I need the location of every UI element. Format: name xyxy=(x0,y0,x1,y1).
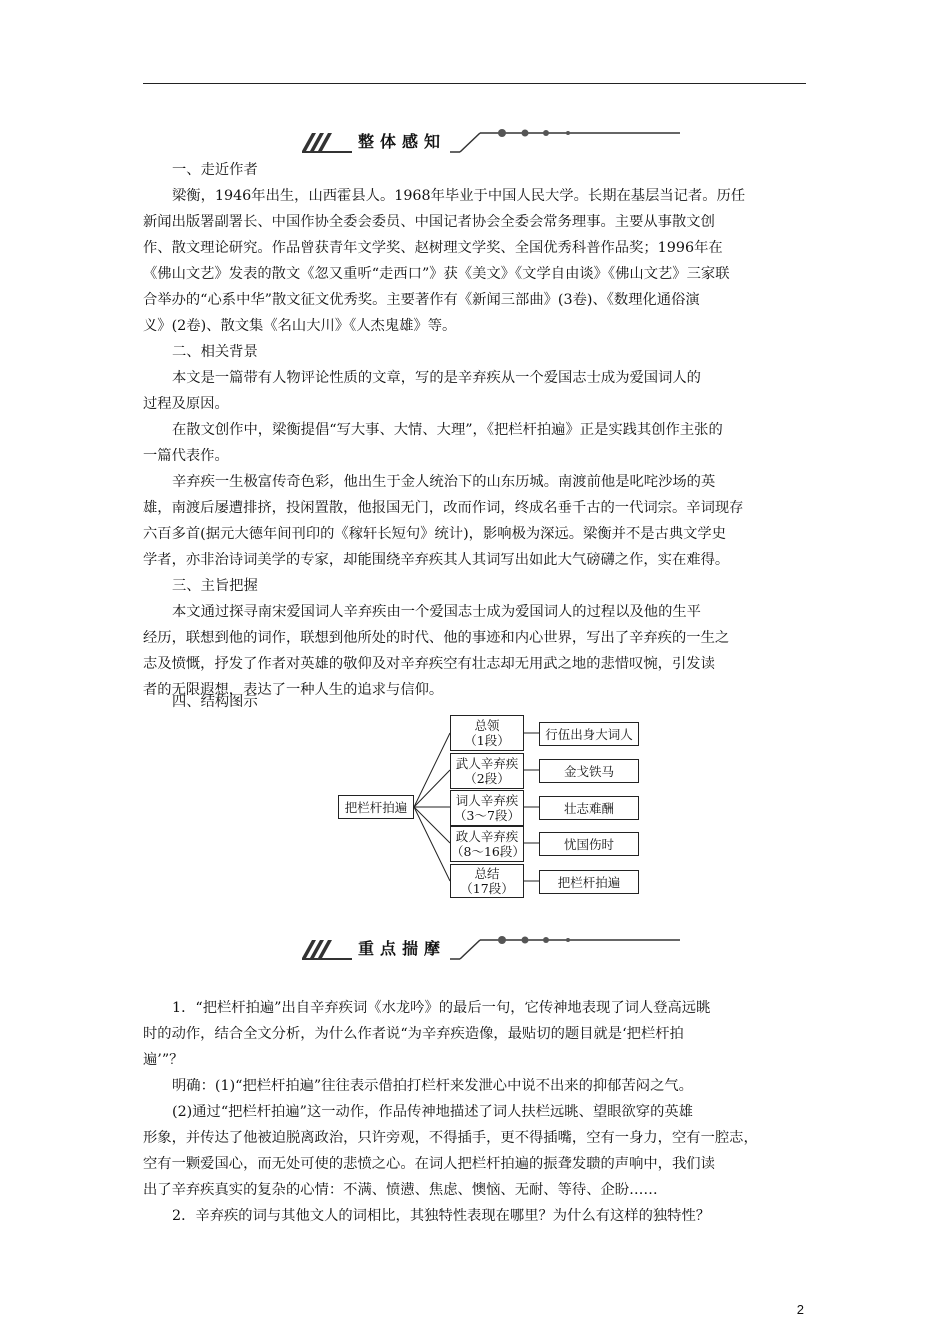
text-line: 《佛山文艺》发表的散文《忽又重听“走西口”》获《美文》《文学自由谈》《佛山文艺》三家联 xyxy=(143,266,730,282)
section-banner-focus xyxy=(300,936,690,962)
branch-name: 词人辛弃疾 xyxy=(455,793,519,808)
question-1 xyxy=(143,995,806,1073)
text-line: 义》(2卷)、散文集《名山大川》《人杰鬼雄》等。 xyxy=(143,318,457,334)
text-line: (2)通过“把栏杆拍遍”这一动作，作品传神地描述了词人扶栏远眺、望眼欲穿的英雄 xyxy=(172,1104,693,1120)
banner-title: 整体感知 xyxy=(358,132,447,151)
stripes-icon xyxy=(300,129,352,155)
page-number: 2 xyxy=(796,1302,804,1317)
text-line: 梁衡，1946年出生，山西霍县人。1968年毕业于中国人民大学。长期在基层当记者。历任 xyxy=(172,188,746,204)
text-line: 本文通过探寻南宋爱国词人辛弃疾由一个爱国志士成为爱国词人的过程以及他的生平 xyxy=(172,604,701,620)
structure-diagram xyxy=(338,715,643,897)
text-line: 明确：(1)“把栏杆拍遍”往往表示借拍打栏杆来发泄心中说不出来的抑郁苦闷之气。 xyxy=(172,1078,693,1094)
diagram-result xyxy=(539,832,639,856)
result-label: 行伍出身大词人 xyxy=(545,726,633,742)
theme-paragraph xyxy=(143,599,806,703)
text-line: 时的动作，结合全文分析，为什么作者说“为辛弃疾造像，最贴切的题目就是‘把栏杆拍 xyxy=(143,1026,684,1042)
text-line: 者的无限遐想，表达了一种人生的追求与信仰。 xyxy=(143,682,444,698)
text-line: 过程及原因。 xyxy=(143,396,229,412)
diagram-result xyxy=(539,870,639,894)
diagram-root xyxy=(338,795,414,819)
background-paragraph-1 xyxy=(143,365,806,417)
text-line: 经历，联想到他的词作，联想到他所处的时代、他的事迹和内心世界，写出了辛弃疾的一生之 xyxy=(143,630,730,646)
dots-divider-icon xyxy=(450,936,690,962)
dots-divider-icon xyxy=(450,129,690,155)
diagram-root-label: 把栏杆拍遍 xyxy=(344,799,408,815)
diagram-result xyxy=(539,796,639,820)
diagram-branch xyxy=(450,790,524,826)
diagram-branch xyxy=(450,715,524,751)
answer-1-part-1 xyxy=(143,1073,806,1099)
section-heading-author: 一、走近作者 xyxy=(172,162,258,178)
text-line: 在散文创作中，梁衡提倡“写大事、大情、大理”，《把栏杆拍遍》正是实践其创作主张的 xyxy=(172,422,723,438)
text-line: 雄，南渡后屡遭排挤，投闲置散，他报国无门，改而作词，终成名垂千古的一代词宗。辛词现存 xyxy=(143,500,744,516)
text-line: 遍’”？ xyxy=(143,1052,184,1068)
branch-range: （3～7段） xyxy=(454,808,520,823)
text-line: 空有一颗爱国心，而无处可使的悲愤之心。在词人把栏杆拍遍的振聋发聩的声响中，我们读 xyxy=(143,1156,715,1172)
branch-name: 政人辛弃疾 xyxy=(455,829,519,844)
diagram-result xyxy=(539,759,639,783)
text-line: 本文是一篇带有人物评论性质的文章，写的是辛弃疾从一个爱国志士成为爱国词人的 xyxy=(172,370,701,386)
text-line: 出了辛弃疾真实的复杂的心情：不满、愤懑、焦虑、懊恼、无耐、等待、企盼…… xyxy=(143,1182,658,1198)
diagram-result xyxy=(539,722,639,746)
text-line: 作、散文理论研究。作品曾获青年文学奖、赵树理文学奖、全国优秀科普作品奖；1996年在 xyxy=(143,240,723,256)
section-heading-structure: 四、结构图示 xyxy=(172,694,258,710)
diagram-branch xyxy=(450,753,524,789)
background-paragraph-2 xyxy=(143,417,806,469)
section-heading-background: 二、相关背景 xyxy=(172,344,258,360)
text-line: 辛弃疾一生极富传奇色彩，他出生于金人统治下的山东历城。南渡前他是叱咤沙场的英 xyxy=(172,474,716,490)
author-paragraph xyxy=(143,183,806,339)
branch-name: 武人辛弃疾 xyxy=(455,756,519,771)
answer-1-part-2 xyxy=(143,1099,806,1203)
branch-range: （8～16段） xyxy=(451,844,525,859)
branch-range: （2段） xyxy=(464,771,510,786)
text-line: 1．“把栏杆拍遍”出自辛弃疾词《水龙吟》的最后一句，它传神地表现了词人登高远眺 xyxy=(172,1000,711,1016)
text-line: 合举办的“心系中华”散文征文优秀奖。主要著作有《新闻三部曲》(3卷)、《数理化通俗演 xyxy=(143,292,700,308)
question-2 xyxy=(143,1203,806,1229)
stripes-icon xyxy=(300,936,352,962)
branch-range: （1段） xyxy=(464,733,510,748)
background-paragraph-3 xyxy=(143,469,806,573)
section-banner-overview xyxy=(300,129,690,155)
text-line: 六百多首(据元大德年间刊印的《稼轩长短句》统计)，影响极为深远。梁衡并不是古典文学史 xyxy=(143,526,727,542)
diagram-branch xyxy=(450,826,524,862)
text-line: 形象，并传达了他被迫脱离政治，只许旁观，不得插手，更不得插嘴，空有一身力，空有一腔志， xyxy=(143,1130,758,1146)
text-line: 新闻出版署副署长、中国作协全委会委员、中国记者协会全委会常务理事。主要从事散文创 xyxy=(143,214,715,230)
text-line: 2．辛弃疾的词与其他文人的词相比，其独特性表现在哪里？为什么有这样的独特性？ xyxy=(172,1208,711,1224)
banner-title: 重点揣摩 xyxy=(358,939,447,958)
branch-name: 总结 xyxy=(474,866,500,881)
result-label: 壮志难酬 xyxy=(563,800,614,816)
diagram-branch xyxy=(450,864,524,898)
text-line: 一篇代表作。 xyxy=(143,448,229,464)
branch-name: 总领 xyxy=(474,718,500,733)
header-rule xyxy=(143,83,806,84)
section-heading-theme: 三、主旨把握 xyxy=(172,578,258,594)
text-line: 志及愤慨，抒发了作者对英雄的敬仰及对辛弃疾空有壮志却无用武之地的悲惜叹惋，引发读 xyxy=(143,656,715,672)
text-line: 学者，亦非治诗词美学的专家，却能围绕辛弃疾其人其词写出如此大气磅礴之作，实在难得。 xyxy=(143,552,730,568)
branch-range: （17段） xyxy=(460,881,514,896)
result-label: 把栏杆拍遍 xyxy=(557,874,621,890)
result-label: 金戈铁马 xyxy=(563,763,614,779)
result-label: 忧国伤时 xyxy=(563,836,614,852)
